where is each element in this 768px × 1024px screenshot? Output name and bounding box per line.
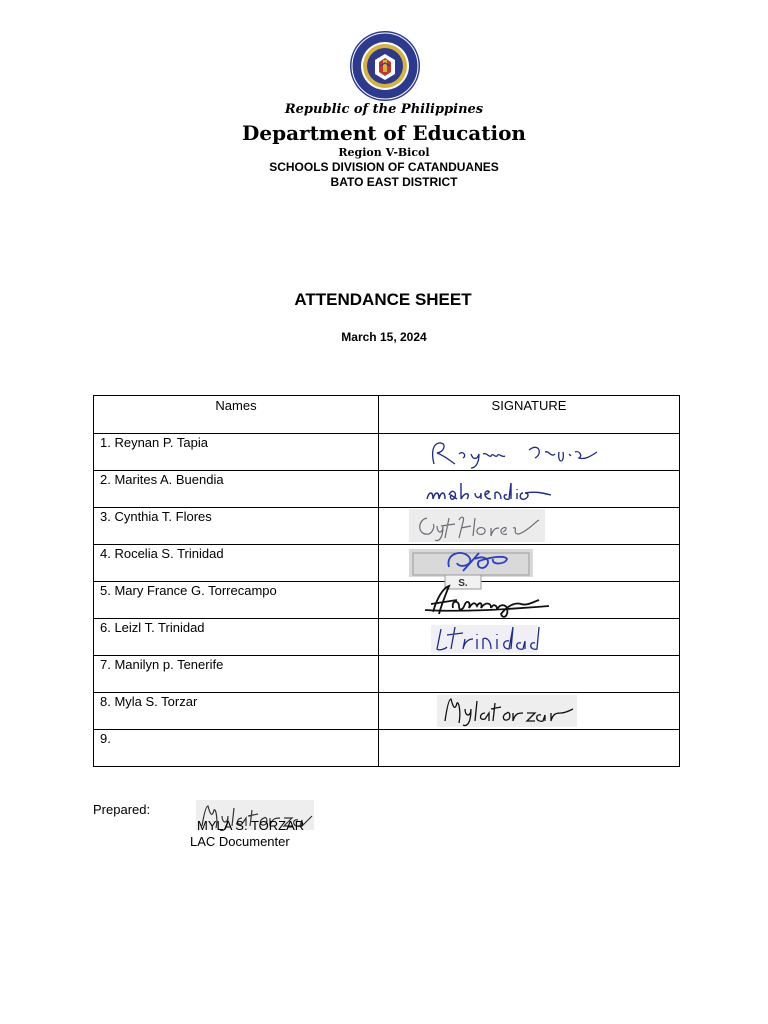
republic-heading: Republic of the Philippines <box>284 102 484 117</box>
attendee-name: 4. Rocelia S. Trinidad <box>94 545 379 582</box>
region-heading: Region V-Bicol <box>338 146 430 159</box>
division-heading: SCHOOLS DIVISION OF CATANDUANES <box>269 160 499 174</box>
document-date: March 15, 2024 <box>341 330 427 344</box>
signature-cell <box>379 730 680 767</box>
attendee-name: 2. Marites A. Buendia <box>94 471 379 508</box>
names-column-header: Names <box>94 396 379 434</box>
signature-cell <box>379 471 680 508</box>
handwritten-signature <box>379 693 680 728</box>
attendee-name: 3. Cynthia T. Flores <box>94 508 379 545</box>
attendee-name: 5. Mary France G. Torrecampo <box>94 582 379 619</box>
signature-cell <box>379 508 680 545</box>
handwritten-signature <box>379 434 680 469</box>
department-heading: Department of Education <box>242 121 526 145</box>
stamp-label: S. <box>458 578 468 589</box>
table-row <box>94 582 680 619</box>
attendee-name: 8. Myla S. Torzar <box>94 693 379 730</box>
page-title: ATTENDANCE SHEET <box>294 290 472 309</box>
signature-cell <box>379 619 680 656</box>
table-row <box>94 730 680 767</box>
table-row <box>94 434 680 471</box>
attendee-name: 6. Leizl T. Trinidad <box>94 619 379 656</box>
table-row <box>94 508 680 545</box>
signature-cell <box>379 693 680 730</box>
prepared-label: Prepared: <box>93 802 151 817</box>
table-row <box>94 619 680 656</box>
preparer-name: MYLA S. TORZAR <box>197 818 305 833</box>
handwritten-signature <box>379 619 680 654</box>
attendee-name: 7. Manilyn p. Tenerife <box>94 656 379 693</box>
deped-seal-logo <box>349 30 421 102</box>
signature-cell <box>379 434 680 471</box>
attendee-name: 1. Reynan P. Tapia <box>94 434 379 471</box>
table-row <box>94 656 680 693</box>
stamped-signature <box>379 545 680 589</box>
signature-cell <box>379 656 680 693</box>
district-heading: BATO EAST DISTRICT <box>330 175 458 189</box>
table-row <box>94 693 680 730</box>
handwritten-signature <box>379 471 680 506</box>
preparer-role: LAC Documenter <box>190 834 290 849</box>
table-header-row <box>94 396 680 434</box>
attendee-name: 9. <box>94 730 379 767</box>
signature-column-header: SIGNATURE <box>379 396 680 434</box>
attendance-table <box>93 395 680 767</box>
handwritten-signature <box>379 508 680 543</box>
signature-cell <box>379 582 680 619</box>
table-row <box>94 471 680 508</box>
table-row <box>94 545 680 582</box>
handwritten-signature <box>379 582 680 617</box>
signature-cell <box>379 545 680 589</box>
